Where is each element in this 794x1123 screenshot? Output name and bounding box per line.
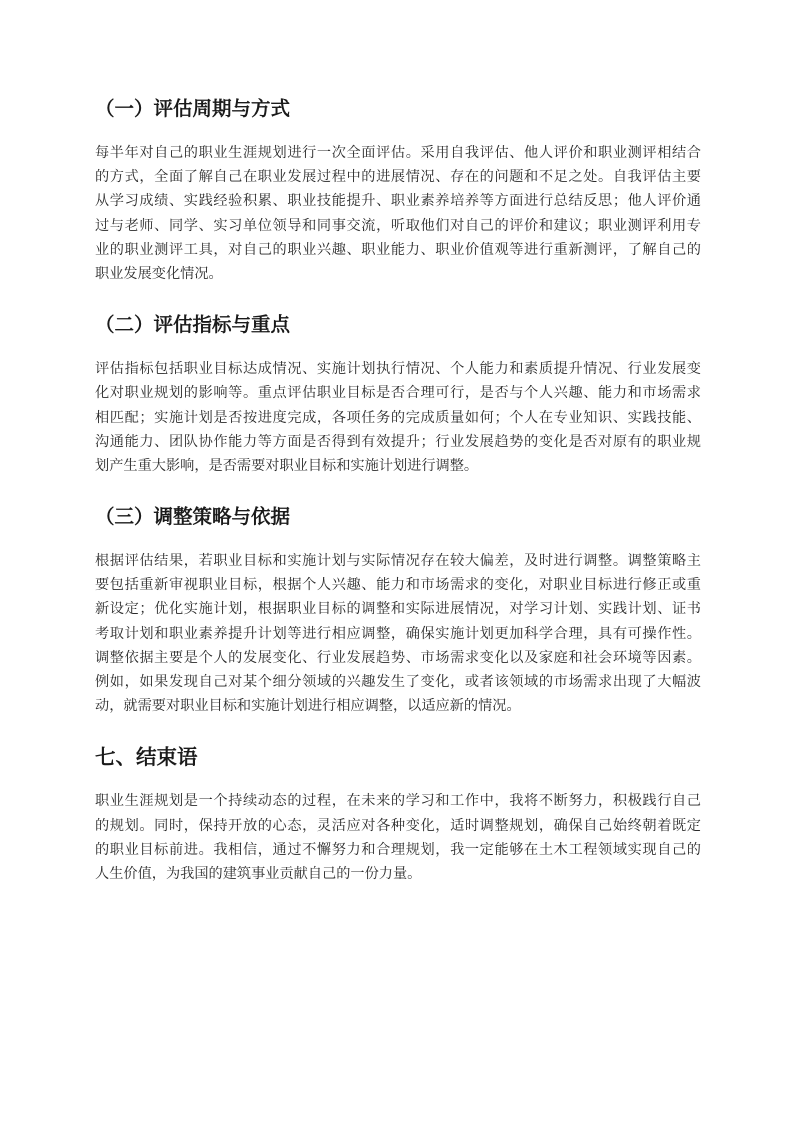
paragraph-line: 的方式，全面了解自己在职业发展过程中的进展情况、存在的问题和不足之处。自我评估主要 — [95, 169, 701, 186]
document-page — [95, 92, 701, 886]
section-adjustment-strategy — [95, 500, 701, 718]
section-heading: （二）评估指标与重点 — [95, 313, 291, 337]
section-paragraph — [95, 141, 701, 286]
paragraph-line: 考取计划和职业素养提升计划等进行相应调整，确保实施计划更加科学合理，具有可操作性。 — [95, 625, 701, 642]
paragraph-line: 划产生重大影响，是否需要对职业目标和实施计划进行调整。 — [95, 457, 479, 474]
paragraph-line: 职业生涯规划是一个持续动态的过程，在未来的学习和工作中，我将不断努力，积极践行自己 — [95, 793, 701, 810]
section-heading: （一）评估周期与方式 — [95, 97, 291, 120]
section-paragraph — [95, 357, 701, 478]
section-evaluation-indicators — [95, 308, 701, 478]
section-paragraph — [95, 789, 701, 886]
section-paragraph — [95, 549, 701, 718]
chapter-heading: 七、结束语 — [95, 745, 198, 770]
paragraph-line: 相匹配；实施计划是否按进度完成，各项任务的完成质量如何；个人在专业知识、实践技能、 — [95, 409, 701, 426]
paragraph-line: 过与老师、同学、实习单位领导和同事交流，听取他们对自己的评价和建议；职业测评利用专 — [95, 217, 701, 234]
paragraph-line: 职业发展变化情况。 — [95, 265, 223, 282]
paragraph-line: 调整依据主要是个人的发展变化、行业发展趋势、市场需求变化以及家庭和社会环境等因素。 — [95, 649, 701, 666]
paragraph-line: 例如，如果发现自己对某个细分领域的兴趣发生了变化，或者该领域的市场需求出现了大幅波 — [95, 674, 701, 690]
paragraph-line: 人生价值，为我国的建筑事业贡献自己的一份力量。 — [95, 865, 422, 882]
paragraph-line: 沟通能力、团队协作能力等方面是否得到有效提升；行业发展趋势的变化是否对原有的职业规 — [95, 433, 701, 450]
paragraph-line: 要包括重新审视职业目标，根据个人兴趣、能力和市场需求的变化，对职业目标进行修正或重 — [95, 577, 701, 594]
paragraph-line: 的职业目标前进。我相信，通过不懈努力和合理规划，我一定能够在土木工程领域实现自己的 — [95, 841, 701, 858]
paragraph-line: 化对职业规划的影响等。重点评估职业目标是否合理可行，是否与个人兴趣、能力和市场需求 — [95, 385, 701, 402]
paragraph-line: 的规划。同时，保持开放的心态，灵活应对各种变化，适时调整规划，确保自己始终朝着既定 — [95, 817, 701, 834]
paragraph-line: 从学习成绩、实践经验积累、职业技能提升、职业素养培养等方面进行总结反思；他人评价通 — [95, 193, 701, 210]
paragraph-line: 评估指标包括职业目标达成情况、实施计划执行情况、个人能力和素质提升情况、行业发展变 — [95, 361, 701, 378]
paragraph-line: 动，就需要对职业目标和实施计划进行相应调整，以适应新的情况。 — [95, 698, 521, 715]
section-heading: （三）调整策略与依据 — [95, 505, 291, 529]
section-conclusion — [95, 740, 701, 886]
section-evaluation-cycle — [95, 92, 701, 286]
paragraph-line: 根据评估结果，若职业目标和实施计划与实际情况存在较大偏差，及时进行调整。调整策略主 — [95, 553, 701, 570]
paragraph-line: 每半年对自己的职业生涯规划进行一次全面评估。采用自我评估、他人评价和职业测评相结合 — [95, 145, 701, 161]
paragraph-line: 新设定；优化实施计划，根据职业目标的调整和实际进展情况，对学习计划、实践计划、证书 — [95, 601, 701, 618]
paragraph-line: 业的职业测评工具，对自己的职业兴趣、职业能力、职业价值观等进行重新测评，了解自己的 — [95, 241, 701, 258]
